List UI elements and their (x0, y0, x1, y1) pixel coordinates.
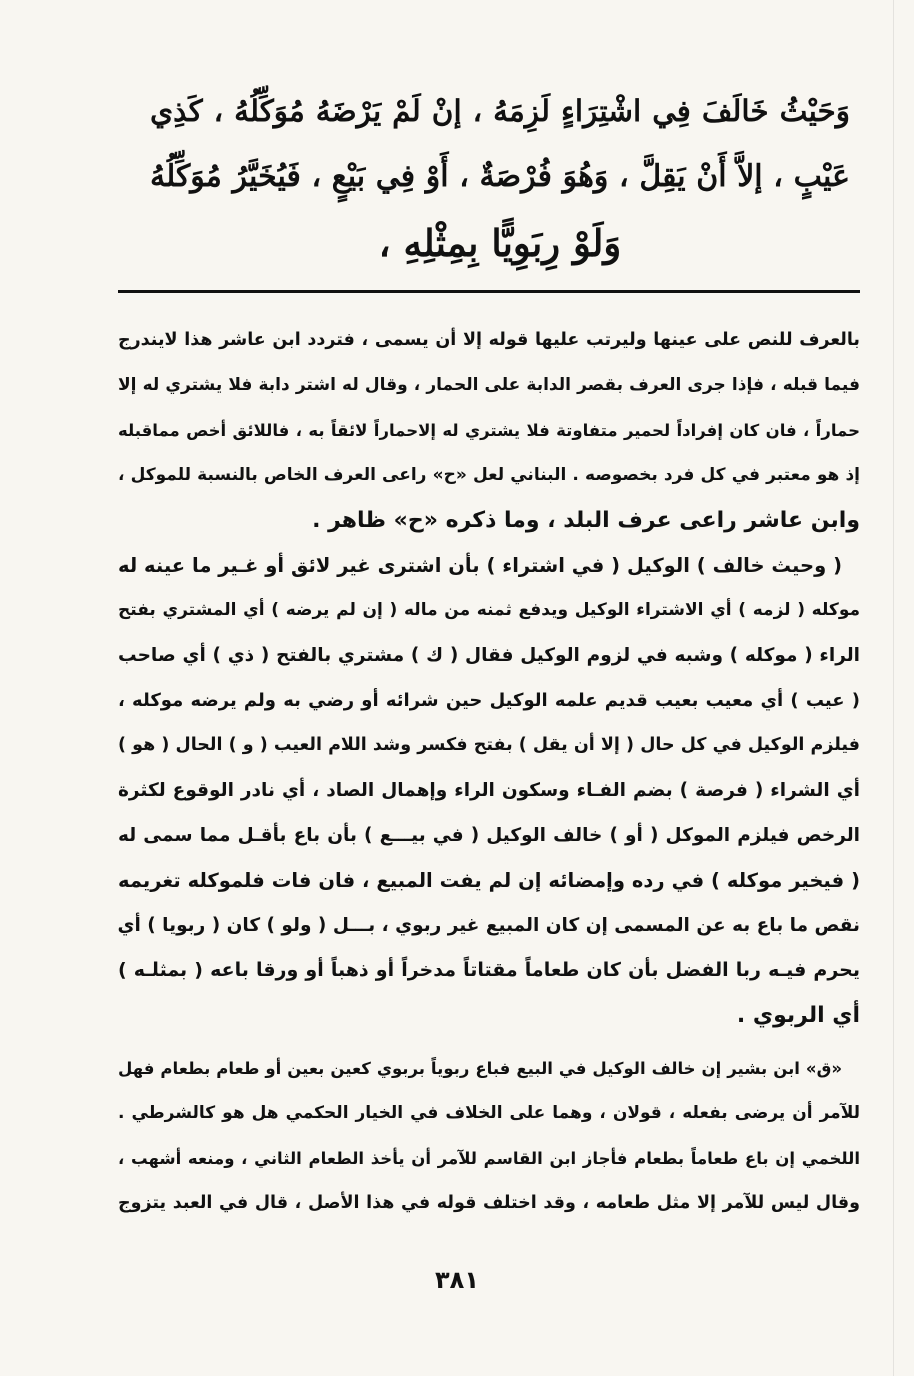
text-line: فيما قبله ، فإذا جرى العرف بقصر الدابة على الحمار ، وقال له اشتر دابة فلا يشتري له إلا (118, 375, 860, 395)
text-line: الرخص فيلزم الموكل ( أو ) خالف الوكيل ( في بيـــع ) بأن باع بأقـل مما سمى له (118, 825, 860, 846)
text-line: ( وحيث خالف ) الوكيل ( في اشتراء ) بأن اشترى غير لائق أو غـير ما عينه له (118, 554, 842, 577)
paragraph-quote (118, 1046, 860, 1226)
paragraph-continuation (118, 318, 860, 543)
text-line: بالعرف للنص على عينها وليرتب عليها قوله إلا أن يسمى ، فتردد ابن عاشر هذا لايندرج (118, 330, 860, 350)
text-line: وقال ليس للآمر إلا مثل طعامه ، وقد اختلف قوله في هذا الأصل ، قال في العبد يتزوج (118, 1193, 860, 1213)
matn-text-block (150, 78, 850, 276)
text-line: يحرم فيـه ربا الفضل بأن كان طعاماً مقتاتاً مدخراً أو ذهباً أو ورقا باعه ( بمثلـه ) (118, 959, 860, 981)
matn-line: وَلَوْ رِبَوِيًّا بِمِثْلِهِ ، (378, 221, 622, 265)
text-line: «ق» ابن بشير إن خالف الوكيل في البيع فباع ربوياً بربوي كعين بعين أو طعام بطعام فهل (118, 1059, 842, 1078)
text-line: موكله ( لزمه ) أي الاشتراء الوكيل ويدفع ثمنه من ماله ( إن لم يرضه ) أي المشتري بفتح (118, 600, 860, 620)
text-line: حماراً ، فان كان إفراداً لحمير متفاوتة فلا يشتري له إلاحماراً لائقاً به ، فاللائق أخص مماقبله (118, 421, 860, 440)
text-line: للآمر أن يرضى بفعله ، قولان ، وهما على الخلاف في الخيار الحكمي هل هو كالشرطي . (118, 1103, 860, 1123)
commentary-block (118, 318, 860, 1226)
matn-line: وَحَيْثُ خَالَفَ فِي اشْتِرَاءٍ لَزِمَهُ ، إنْ لَمْ يَرْضَهُ مُوَكِّلُهُ ، كَذِي (150, 93, 850, 128)
text-line: أي الربوي . (736, 1003, 860, 1028)
text-line: اللخمي إن باع طعاماً بطعام فأجاز ابن القاسم للآمر أن يأخذ الطعام الثاني ، ومنعه أشهب ، (118, 1149, 860, 1168)
matn-line: عَيْبٍ ، إلاَّ أَنْ يَقِلَّ ، وَهُوَ فُرْصَةٌ ، أَوْ فِي بَيْعٍ ، فَيُخَيَّرُ مُوَكِّلُهُ (150, 159, 850, 194)
page-fold-line (893, 0, 894, 1376)
text-line: الراء ( موكله ) وشبه في لزوم الوكيل فقال ( ك ) مشتري بالفتح ( ذي ) أي صاحب (118, 645, 860, 666)
text-line: أي الشراء ( فرصة ) بضم الفـاء وسكون الراء وإهمال الصاد ، أي نادر الوقوع لكثرة (118, 780, 860, 801)
text-line: نقص ما باع به عن المسمى إن كان المبيع غير ربوي ، بـــل ( ولو ) كان ( ربويا ) أي (118, 915, 860, 936)
text-line: وابن عاشر راعى عرف البلد ، وما ذكره «ح» ظاهر . (312, 508, 860, 533)
text-line: ( عيب ) أي معيب بعيب قديم علمه الوكيل حين شرائه أو رضي به ولم يرضه موكله ، (118, 690, 860, 711)
page-number: ٣٨١ (435, 1266, 479, 1294)
paragraph-sharh (118, 543, 860, 1038)
text-line: فيلزم الوكيل في كل حال ( إلا أن يقل ) بفتح فكسر وشد اللام العيب ( و ) الحال ( هو ) (118, 735, 860, 755)
separator-rule (118, 290, 860, 293)
text-line: إذ هو معتبر في كل فرد بخصوصه . البناني لعل «ح» راعى العرف الخاص بالنسبة للموكل ، (118, 465, 860, 485)
text-line: ( فيخير موكله ) في رده وإمضائه إن لم يفت المبيع ، فان فات فلموكله تغريمه (118, 869, 860, 892)
paragraph-gap (118, 1038, 860, 1046)
